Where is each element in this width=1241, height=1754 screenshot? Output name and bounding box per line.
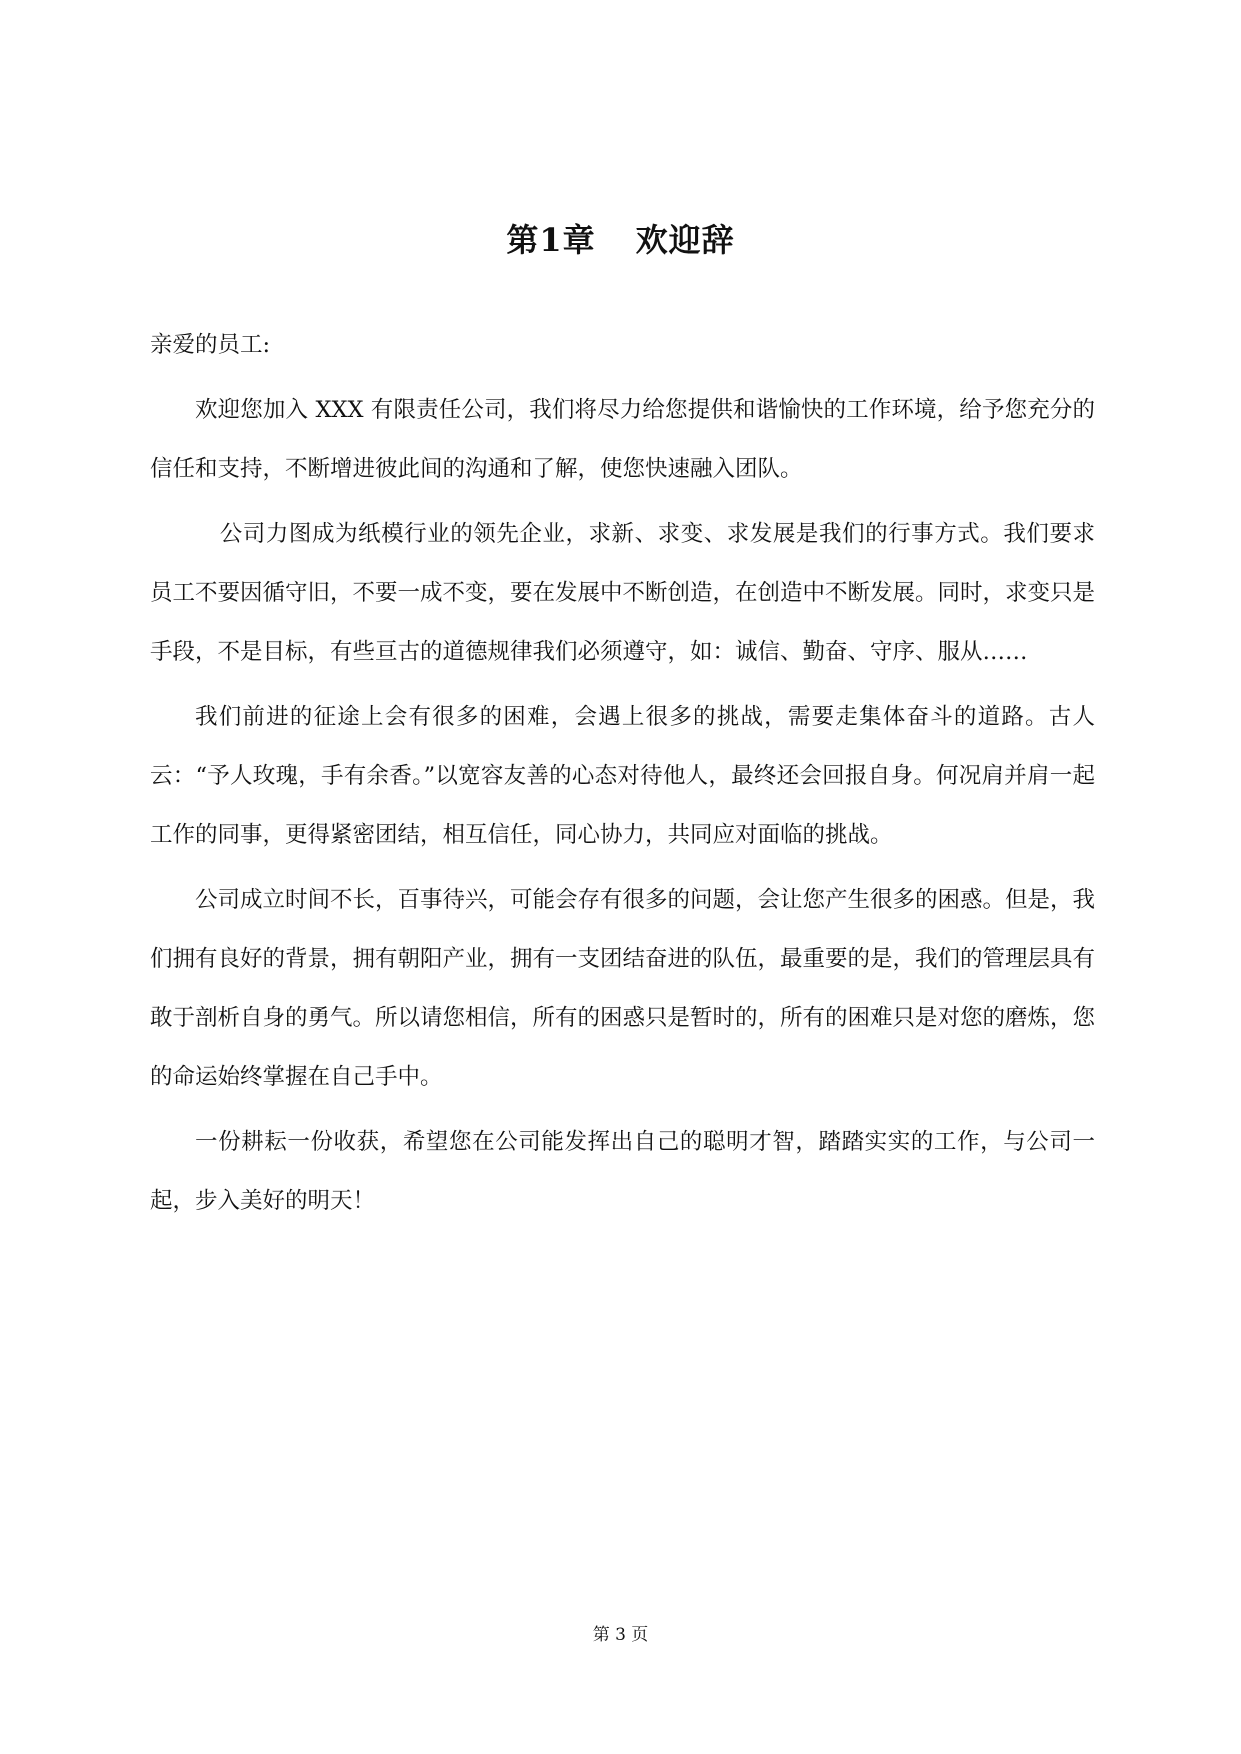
paragraph-challenges: 公司成立时间不长，百事待兴，可能会存有很多的问题，会让您产生很多的困惑。但是，我们拥有良好的背景，拥有朝阳产业，拥有一支团结奋进的队伍，最重要的是，我们的管理层具有敢于剖析自身的勇气。所以请您相信，所有的困惑只是暂时的，所有的困难只是对您的磨炼，您的命运始终掌握在自己手中。 <box>150 887 1096 1090</box>
salutation: 亲爱的员工: <box>150 332 271 358</box>
paragraph-closing: 一份耕耘一份收获，希望您在公司能发挥出自己的聪明才智，踏踏实实的工作，与公司一起，步入美好的明天！ <box>150 1129 1095 1214</box>
letter-body <box>150 316 1095 1237</box>
paragraph-innovation: 公司力图成为纸模行业的领先企业，求新、求变、求发展是我们的行事方式。我们要求员工不要因循守旧，不要一成不变，要在发展中不断创造，在创造中不断发展。同时，求变只是手段，不是目标，有些亘古的道德规律我们必须遵守，如：诚信、勤奋、守序、服从…… <box>150 521 1096 665</box>
chapter-title: 欢迎辞 <box>635 221 735 259</box>
chapter-heading <box>0 220 1241 260</box>
paragraph-teamwork: 我们前进的征途上会有很多的困难，会遇上很多的挑战，需要走集体奋斗的道路。古人云：“予人玫瑰，手有余香。”以宽容友善的心态对待他人，最终还会回报自身。何况肩并肩一起工作的同事，更得紧密团结，相互信任，同心协力，共同应对面临的挑战。 <box>150 704 1095 848</box>
page-number: 第 3 页 <box>592 1625 649 1645</box>
chapter-number: 第1章 <box>506 221 596 259</box>
paragraph-welcome: 欢迎您加入 XXX 有限责任公司，我们将尽力给您提供和谐愉快的工作环境，给予您充分的信任和支持，不断增进彼此间的沟通和了解，使您快速融入团队。 <box>150 397 1095 482</box>
